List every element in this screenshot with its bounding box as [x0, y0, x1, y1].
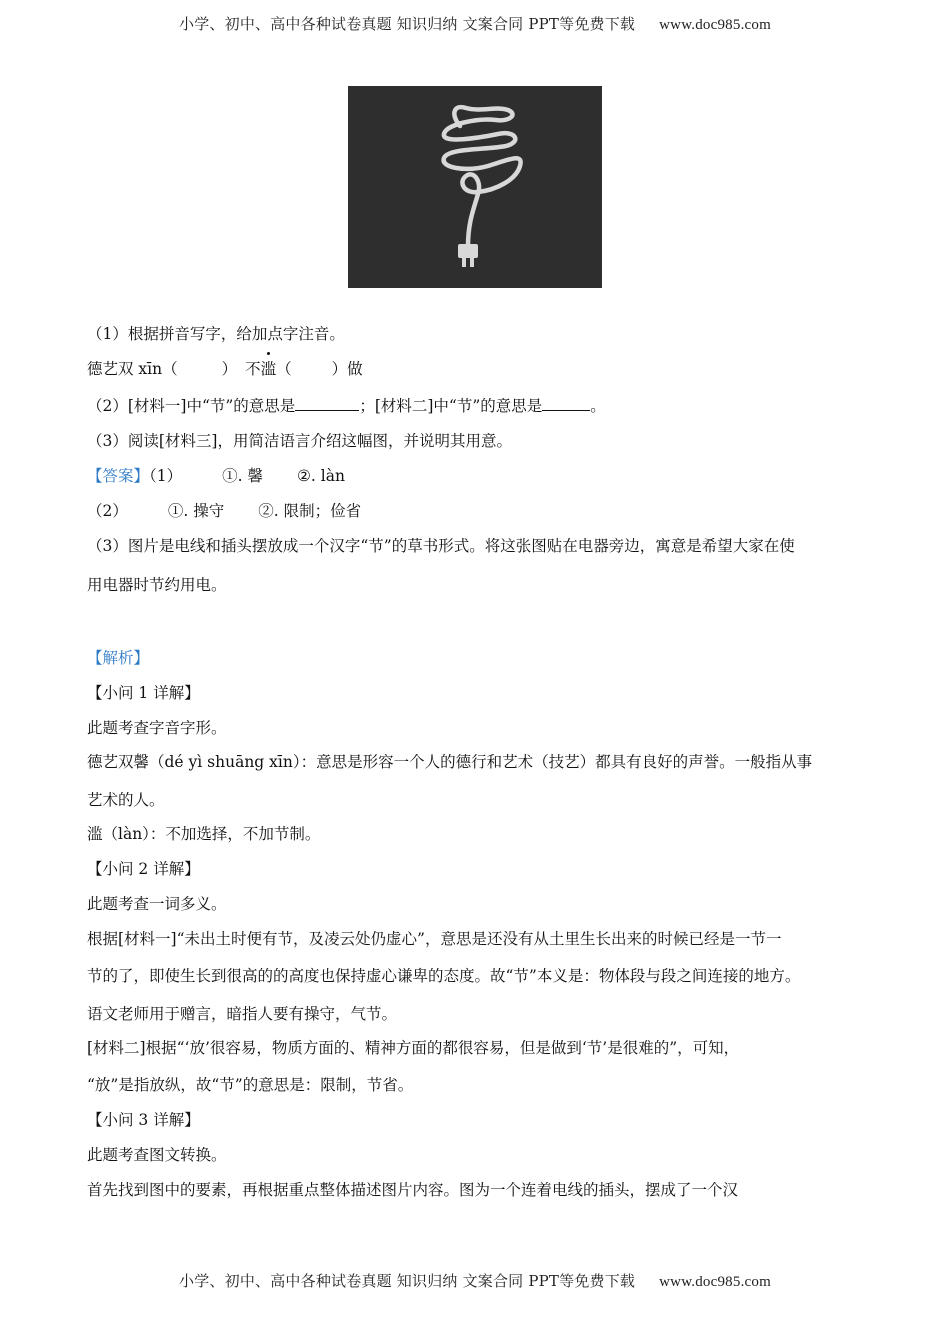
answer-3-line-2: 用电器时节约用电。 [87, 576, 227, 594]
question-3-line: （3）阅读[材料三]，用简洁语言介绍这幅图，并说明其用意。 [87, 432, 512, 450]
header-url: www.doc985.com [659, 17, 771, 33]
answer-2-choice-1: ①. 操守 [167, 502, 225, 520]
sub-2-line-5: [材料二]根据“‘放’很容易，物质方面的、精神方面的都很容易，但是做到‘节’是很难的”，可知， [87, 1039, 740, 1057]
answer-1-choice-2: ②. làn [297, 467, 345, 485]
sub-question-3-title: 【小问 3 详解】 [87, 1111, 200, 1129]
sub-1-line-2: 德艺双馨（dé yì shuāng xīn）：意思是形容一个人的德行和艺术（技艺）都具有良好的声誉。一般指从事 [87, 753, 813, 771]
sub-2-line-3: 节的了，即使生长到很高的的高度也保持虚心谦卑的态度。故“节”本义是：物体段与段之间连接的地方。 [87, 967, 801, 985]
q2-blank-2 [542, 396, 590, 411]
answer-1-choice-1: ①. 馨 [222, 467, 263, 485]
q2-blank-1 [295, 396, 359, 411]
sub-2-line-1: 此题考查一词多义。 [87, 895, 227, 913]
page-header [0, 13, 950, 34]
sub-3-line-2: 首先找到图中的要素，再根据重点整体描述图片内容。图为一个连着电线的插头，摆成了一个汉 [87, 1181, 739, 1199]
answer-1-line [87, 466, 345, 486]
question-1-title: （1）根据拼音写字，给加点字注音。 [87, 325, 345, 343]
sub-question-2-title: 【小问 2 详解】 [87, 860, 200, 878]
answer-3-line-1: （3）图片是电线和插头摆放成一个汉字“节”的草书形式。将这张图贴在电器旁边，寓意是希望大家在使 [87, 537, 795, 555]
answer-1-prefix: （1） [149, 467, 183, 485]
footer-url: www.doc985.com [659, 1274, 771, 1290]
page-footer [0, 1270, 950, 1291]
footer-text: 小学、初中、高中各种试卷真题 知识归纳 文案合同 PPT等免费下载 [179, 1272, 636, 1290]
q1-item-a: 德艺双 xīn（ [87, 360, 178, 378]
answer-2-line [87, 501, 361, 521]
answer-2-prefix: （2） [87, 502, 128, 520]
sub-3-line-1: 此题考查图文转换。 [87, 1146, 227, 1164]
q1-item-a-close: ） [221, 360, 238, 378]
sub-1-line-4: 滥（làn）：不加选择，不加节制。 [87, 825, 321, 843]
sub-1-line-1: 此题考查字音字形。 [87, 719, 227, 737]
q2-end: 。 [590, 397, 606, 415]
sub-question-1-title: 【小问 1 详解】 [87, 684, 200, 702]
q1-item-b-open: （ [276, 360, 292, 378]
sub-2-line-2: 根据[材料一]“未出土时便有节，及凌云处仍虚心”，意思是还没有从土里生长出来的时候已经是一节一 [87, 930, 782, 948]
q2-part-b: ；[材料二]中“节”的意思是 [359, 397, 543, 415]
dotted-char: 滥 [261, 359, 277, 379]
analysis-label: 【解析】 [87, 649, 150, 667]
q1-item-b-pre: 不 [245, 360, 261, 378]
q1-item-b-close: ）做 [331, 360, 363, 378]
question-2-line [87, 396, 606, 416]
sub-2-line-6: “放”是指放纵，故“节”的意思是：限制，节省。 [87, 1076, 414, 1094]
header-text: 小学、初中、高中各种试卷真题 知识归纳 文案合同 PPT等免费下载 [179, 15, 636, 33]
sub-2-line-4: 语文老师用于赠言，暗指人要有操守，气节。 [87, 1005, 398, 1023]
sub-1-line-3: 艺术的人。 [87, 791, 165, 809]
q2-part-a: （2）[材料一]中“节”的意思是 [87, 397, 296, 415]
cord-plug-figure [348, 86, 602, 288]
answer-label: 【答案】 [87, 467, 150, 485]
question-1-line [87, 359, 363, 379]
answer-2-choice-2: ②. 限制；俭省 [258, 502, 362, 520]
